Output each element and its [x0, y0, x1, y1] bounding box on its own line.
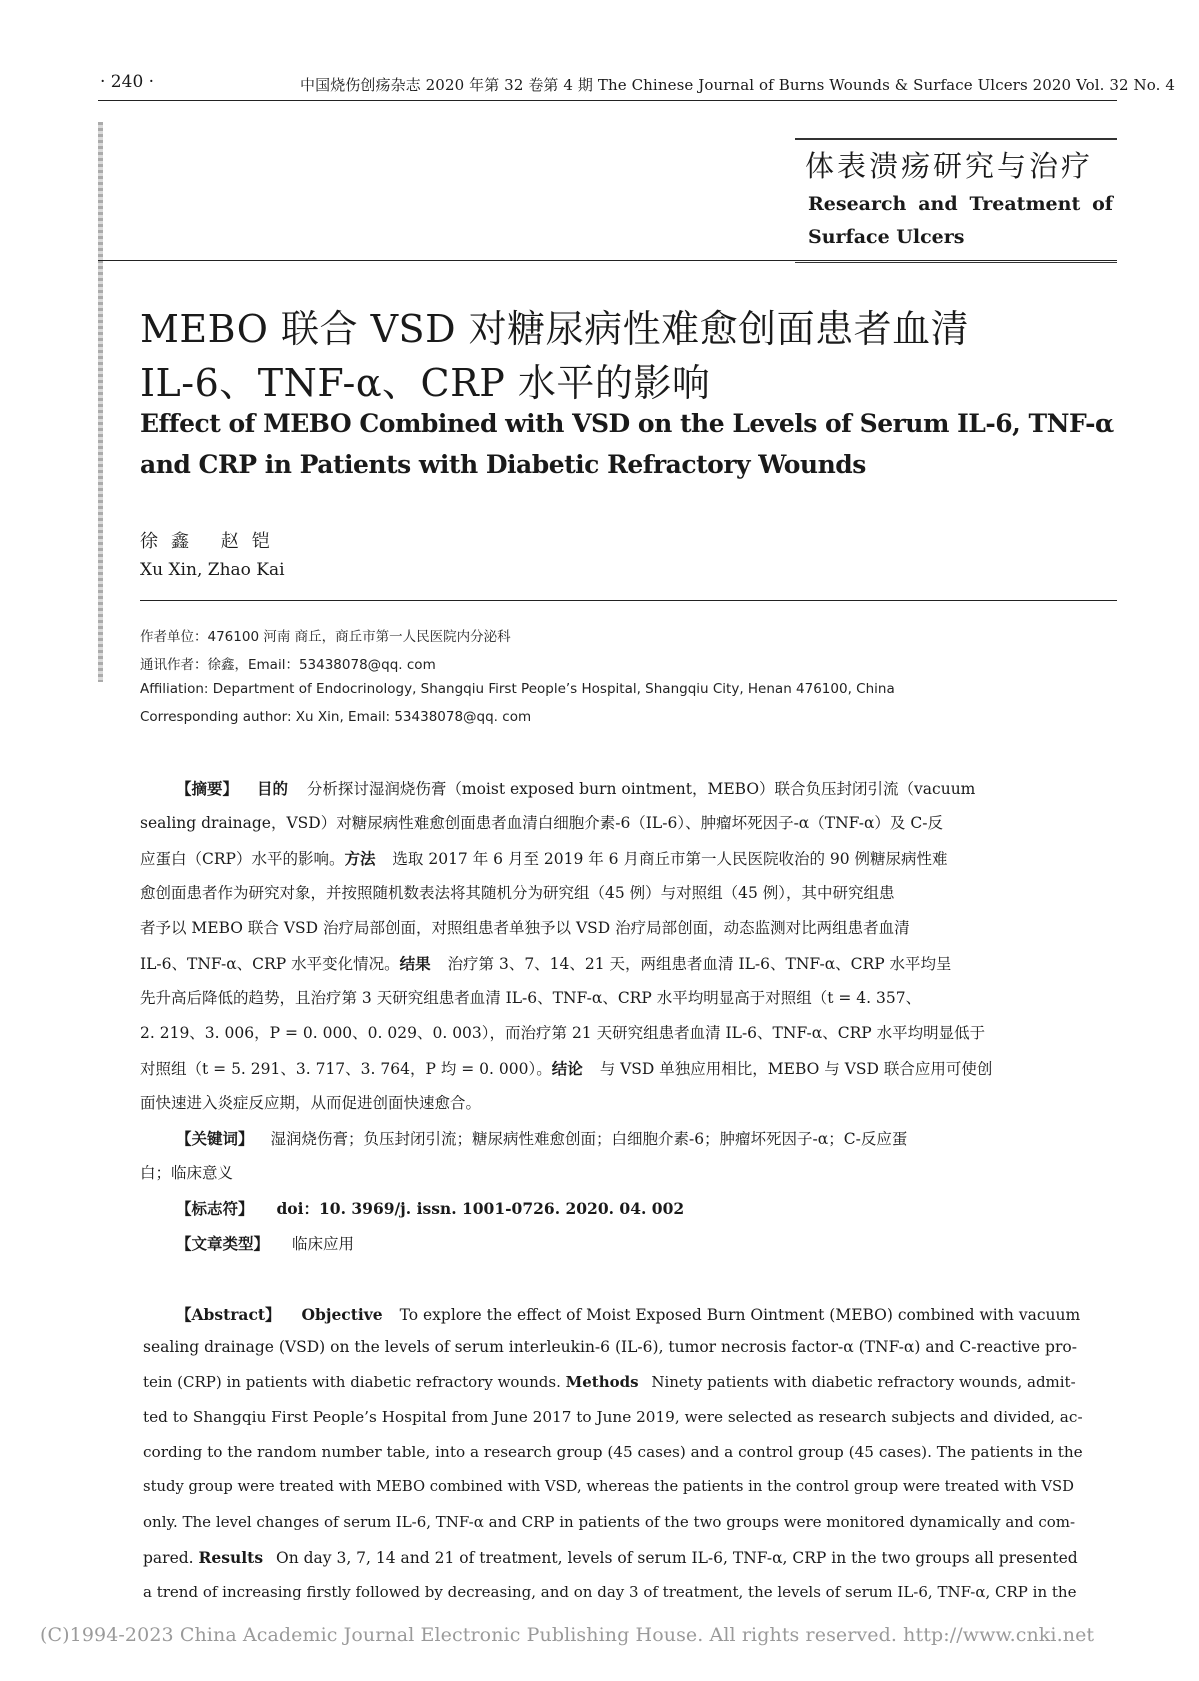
page-number: · 240 · — [100, 72, 155, 92]
column-word: Treatment — [969, 193, 1081, 215]
doi-label: 【标志符】 — [176, 1199, 254, 1218]
abstract-en-text: To explore the effect of Moist Exposed Burn Ointment (MEBO) combined with vacuum — [399, 1306, 1081, 1324]
abstract-en-text: tein (CRP) in patients with diabetic refractory wounds. — [143, 1373, 561, 1391]
abstract-zh-text: 对照组（t = 5. 291、3. 717、3. 764，P 均 = 0. 000）。 — [140, 1060, 552, 1078]
conclusion-label-zh: 结论 — [551, 1059, 583, 1078]
abstract-en-text: On day 3, 7, 14 and 21 of treatment, levels of serum IL-6, TNF-α, CRP in the two groups all presented — [276, 1549, 1078, 1567]
column-word: of — [1092, 193, 1113, 215]
abstract-en-line: only. The level changes of serum IL-6, TNF-α and CRP in patients of the two groups were monitored dynamically and com- — [143, 1513, 1076, 1531]
abstract-en-line: cording to the random number table, into a research group (45 cases) and a control group (45 cases). The patients in the — [143, 1443, 1083, 1461]
keywords-text: 湿润烧伤膏；负压封闭引流；糖尿病性难愈创面；白细胞介素-6；肿瘤坏死因子-α；C-反应蛋 — [270, 1130, 908, 1148]
abstract-zh-line — [140, 851, 1085, 868]
abstract-en-text: pared. — [143, 1549, 194, 1567]
abstract-zh-line: sealing drainage，VSD）对糖尿病性难愈创面患者血清白细胞介素-6（IL-6）、肿瘤坏死因子-α（TNF-α）及 C-反 — [140, 814, 943, 832]
abstract-en-line: sealing drainage (VSD) on the levels of serum interleukin-6 (IL-6), tumor necrosis factor-α (TNF-α) and C-reactive pro- — [143, 1338, 1077, 1356]
title-en-line1: Effect of MEBO Combined with VSD on the Levels of Serum IL-6, TNF-α — [140, 409, 1114, 438]
abstract-en-line — [143, 1373, 1085, 1391]
results-label-en: Results — [198, 1548, 264, 1567]
abstract-en-line — [143, 1548, 1085, 1567]
abstract-en-line — [176, 1303, 1085, 1325]
header-rule — [98, 100, 1117, 101]
abstract-zh-text: 应蛋白（CRP）水平的影响。 — [140, 850, 345, 868]
methods-label-en: Methods — [565, 1373, 639, 1391]
affiliation-en: Affiliation: Department of Endocrinology, Shangqiu First People’s Hospital, Shangqiu City, Henan 476100, China — [140, 681, 895, 697]
doi-row — [176, 1201, 1085, 1218]
authors-rule — [140, 600, 1117, 601]
running-title: 中国烧伤创疡杂志 2020 年第 32 卷第 4 期 The Chinese Journal of Burns Wounds & Surface Ulcers 2020 Vol. 32 No. 4 — [300, 76, 1176, 94]
abstract-zh-line — [176, 781, 1085, 798]
objective-label-zh: 目的 — [256, 779, 288, 798]
column-word: Research — [808, 193, 907, 215]
abstract-zh-text: 分析探讨湿润烧伤膏（moist exposed burn ointment，MEBO）联合负压封闭引流（vacuum — [306, 780, 976, 798]
column-title-zh: 体表溃疡研究与治疗 — [805, 149, 1094, 183]
authors-en: Xu Xin, Zhao Kai — [140, 560, 285, 580]
column-title-en-line2: Surface Ulcers — [808, 226, 965, 248]
abstract-zh-line: 者予以 MEBO 联合 VSD 治疗局部创面，对照组患者单独予以 VSD 治疗局部创面，动态监测对比两组患者血清 — [140, 919, 910, 937]
affiliation-zh: 作者单位：476100 河南 商丘，商丘市第一人民医院内分泌科 — [140, 629, 511, 645]
methods-label-zh: 方法 — [344, 849, 376, 868]
abstract-en-label: 【Abstract】 — [176, 1305, 281, 1324]
column-rule — [98, 260, 1117, 261]
abstract-zh-line — [140, 1061, 1085, 1078]
authors-zh: 徐鑫 赵铠 — [140, 531, 283, 552]
title-en-line2: and CRP in Patients with Diabetic Refractory Wounds — [140, 450, 866, 479]
abstract-en-line: study group were treated with MEBO combined with VSD, whereas the patients in the control group were treated with VSD — [143, 1478, 1074, 1495]
abstract-en-text: Ninety patients with diabetic refractory wounds, admit- — [651, 1373, 1076, 1391]
results-label-zh: 结果 — [399, 954, 431, 973]
title-zh-line1: MEBO 联合 VSD 对糖尿病性难愈创面患者血清 — [140, 307, 970, 351]
abstract-en-line: ted to Shangqiu First People’s Hospital from June 2017 to June 2019, were selected as research subjects and divided, ac- — [143, 1408, 1083, 1426]
abstract-zh-line: 2. 219、3. 006，P = 0. 000、0. 029、0. 003），而治疗第 21 天研究组患者血清 IL-6、TNF-α、CRP 水平均明显低于 — [140, 1024, 986, 1042]
title-zh-line2: IL-6、TNF-α、CRP 水平的影响 — [140, 361, 711, 405]
doi-value: doi：10. 3969/j. issn. 1001-0726. 2020. 04. 002 — [276, 1199, 685, 1218]
copyright-footer: (C)1994-2023 China Academic Journal Electronic Publishing House. All rights reserved. http://www.cnki.net — [40, 1624, 1095, 1646]
column-word: and — [918, 193, 958, 215]
abstract-zh-text: IL-6、TNF-α、CRP 水平变化情况。 — [140, 955, 400, 973]
article-type-row — [176, 1236, 1085, 1253]
article-type-label: 【文章类型】 — [176, 1234, 270, 1253]
article-type-value: 临床应用 — [291, 1235, 354, 1253]
keywords-label-zh: 【关键词】 — [176, 1129, 254, 1148]
keywords-zh — [176, 1131, 1085, 1148]
abstract-zh-line: 愈创面患者作为研究对象，并按照随机数表法将其随机分为研究组（45 例）与对照组（45 例），其中研究组患 — [140, 884, 895, 902]
abstract-zh-line: 面快速进入炎症反应期，从而促进创面快速愈合。 — [140, 1094, 482, 1112]
abstract-zh-text: 治疗第 3、7、14、21 天，两组患者血清 IL-6、TNF-α、CRP 水平均呈 — [447, 955, 952, 973]
scan-edge-strip — [98, 122, 103, 682]
abstract-zh-line: 先升高后降低的趋势，且治疗第 3 天研究组患者血清 IL-6、TNF-α、CRP 水平均明显高于对照组（t = 4. 357、 — [140, 989, 922, 1007]
keywords-zh-line2: 白；临床意义 — [140, 1164, 234, 1182]
abstract-zh-line — [140, 956, 1085, 973]
abstract-en-line: a trend of increasing firstly followed by decreasing, and on day 3 of treatment, the levels of serum IL-6, TNF-α, CRP in the — [143, 1583, 1077, 1601]
objective-label-en: Objective — [301, 1305, 383, 1324]
abstract-zh-text: 与 VSD 单独应用相比，MEBO 与 VSD 联合应用可使创 — [599, 1060, 993, 1078]
column-title-en-line1 — [808, 193, 1113, 215]
corresponding-en: Corresponding author: Xu Xin, Email: 53438078@qq. com — [140, 709, 532, 725]
abstract-zh-label: 【摘要】 — [176, 779, 239, 798]
abstract-zh-text: 选取 2017 年 6 月至 2019 年 6 月商丘市第一人民医院收治的 90 例糖尿病性难 — [392, 850, 948, 868]
corresponding-zh: 通讯作者：徐鑫，Email：53438078@qq. com — [140, 657, 436, 673]
